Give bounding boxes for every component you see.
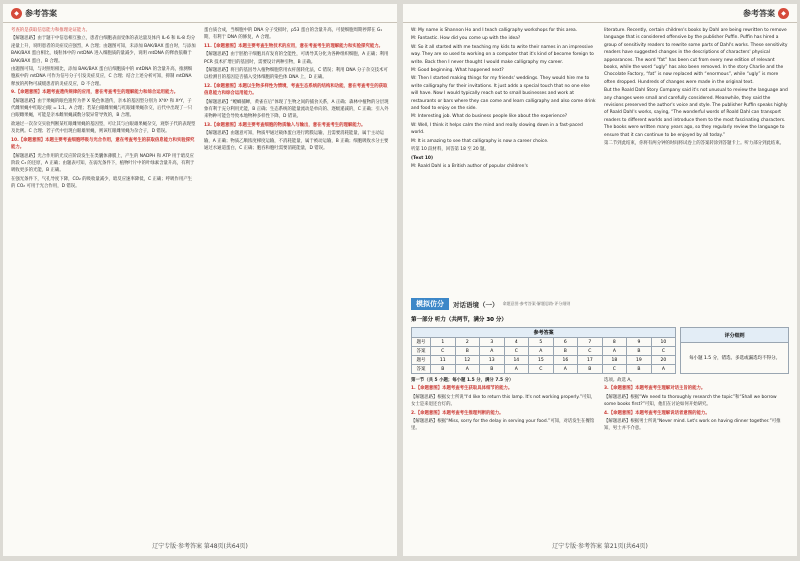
transcript-line: M: It is amazing to see that calligraphy is now a career choice. (411, 138, 549, 144)
question-number-cell: 13 (480, 356, 505, 365)
right-col-1 (411, 27, 596, 295)
question-number-cell: 3 (480, 338, 505, 347)
question-number-cell: 6 (553, 338, 578, 347)
paragraph: 【解题思路】由于题干中信息相互独立，患者白细胞表面受体的表达量及体内 IL-6 和 IL-8 均分泌量上升，说明患者的炎症反应强烈，A 合理；由题图可知，未添加 BAK/BAX 蛋白时，与添加 BAK/BAX 蛋白相比，线粒体中的 mtDNA 进入细胞质的量减少，说明 mtDNA 的释放依赖于 BAK/BAX 蛋白，B 合理。 (11, 36, 196, 64)
question-number-cell: 19 (627, 356, 652, 365)
answer-cell: A (504, 365, 529, 374)
transcript-line: W: Well, I think it helps calm the mind and really slowing down in a fast-paced world. (411, 122, 583, 136)
right-col-3 (411, 377, 596, 434)
right-col-2 (604, 27, 789, 295)
question-heading: 1.【命题意图】本题考查考生获取具体细节的能力。 (411, 386, 513, 392)
page-badge-icon: ◆ (778, 8, 789, 19)
right-col-4 (604, 377, 789, 434)
answer-table-title: 参考答案 (412, 328, 676, 338)
question-number-cell: 7 (578, 338, 603, 347)
question-number-cell: 5 (529, 338, 554, 347)
question-number-cell: 1 (431, 338, 456, 347)
transcript-line: M: Fantastic. How did you come up with the idea? (411, 36, 521, 42)
paragraph: 【解题思路】“螳螂捕蝉，黄雀在后”体现了生物之间的捕食关系，A 正确；森林中植物的分层现象有利于充分利用光能，B 正确；生态系统的能量流动是单向的、逐级递减的，C 正确；引入外来物种可能会导致本地物种多样性下降，D 错误。 (204, 99, 389, 120)
left-col-2 (204, 27, 389, 537)
answer-cell: C (431, 347, 456, 356)
question-number-cell: 15 (529, 356, 554, 365)
question-heading: 10.【命题意图】本题主要考查细胞呼吸与光合作用，意在考查考生的获取信息能力和实验探究能力。 (11, 137, 195, 151)
answer-cell: C (602, 365, 627, 374)
question-number-cell: 8 (602, 338, 627, 347)
paragraph: 由题图可知，与对照组相比，添加 BAK/BAX 蛋白后细胞质中的 mtDNA 的含量升高，推测细胞质中的 mtDNA 可作为信号分子引发炎症反应，C 合理；结合上述分析可知，抑制 mtDNA 释放的药物可减缓患者的炎症反应，D 不合理。 (11, 67, 193, 87)
banner-subtitle: 命题意图·参考答案·解题思路·评分细则 (502, 301, 571, 306)
text-label: (Text 10) (411, 155, 433, 161)
question-heading: 3.【命题意图】本题考查考生理解对话主旨的能力。 (604, 386, 706, 392)
header-logo (11, 8, 57, 19)
paragraph: 【解题思路】将目的基因导入植物细胞常用农杆菌转化法，C 错误；利用 DNA 分子杂交技术可以检测目的基因是否插入受体细胞的染色体 DNA 上，D 正确。 (204, 68, 388, 81)
row-label: 答案 (412, 365, 431, 374)
question-number-cell: 17 (578, 356, 603, 365)
answer-cell: A (529, 347, 554, 356)
answer-cell: C (529, 365, 554, 374)
subsection-title: 第一节（共 5 小题；每小题 1.5 分，满分 7.5 分） (411, 378, 514, 383)
paragraph: 在强光条件下，气孔导度下降，CO₂ 的吸收量减少，暗反应速率降低，C 正确；呼吸作用产生的 CO₂ 可用于光合作用，D 错误。 (11, 176, 192, 190)
left-page-header (3, 4, 397, 23)
left-page (3, 4, 397, 556)
paragraph: 【解题思路】由题意可知，物质甲通过载体蛋白进行跨膜运输，且需要消耗能量，属于主动运输，A 正确；物质乙顺浓度梯度运输，不消耗能量，属于被动运输，B 正确；细胞吸收水分主要通过水通道蛋白，C 正确；胞吞和胞吐需要消耗能量，D 错误。 (204, 131, 389, 152)
transcript-line: 第二节到此结束，你将有两分钟的时间将试卷上的答案转涂到答题卡上。听力部分到此结束。 (604, 141, 785, 147)
question-number-cell: 20 (651, 356, 676, 365)
page-badge-icon: ◆ (11, 8, 22, 19)
row-label: 题号 (412, 356, 431, 365)
answer-cell: A (455, 365, 480, 374)
paragraph: 【解题思路】由于果蝇的眼色遗传为伴 X 染色体遗传，亲本的基因型分别为 XᴬXᵃ 和 XᵃY，子代雌果蝇中红眼∶白眼 = 1∶1。A 合理；若某白眼雌果蝇与红眼雄果蝇杂交，后代中出现了一只白眼雌果蝇，可能是亲本雌果蝇减数分裂异常导致的，B 合理。 (11, 98, 193, 119)
paragraph: 【解题思路】根据“Miss, sorry for the delay in serving your food.”可知，对话发生在餐馆里。 (411, 419, 595, 432)
section-banner (411, 298, 789, 310)
answer-cell: A (480, 347, 505, 356)
answer-cell: B (627, 365, 652, 374)
question-heading: 12.【命题意图】本题以生物多样性为情境，考查生态系统的结构和功能，意在考查考生的获取信息能力和综合运用能力。 (204, 83, 388, 97)
transcript-line: M: Good beginning. What happened next? (411, 68, 504, 74)
question-heading: 4.【命题意图】本题考查考生理解说话者意图的能力。 (604, 410, 710, 416)
transcript-line: But the Roald Dahl Story Company said it's not unusual to review the language and any changes were small and carefully considered. Meanwhile, they said the revisions preserved the author's voice and style. The publisher Puffin speaks highly of Roald Dahl's works, saying, “The wonderful words of Roald Dahl can transport readers to different worlds and introduce them to the most fascinating characters. The books were written many years ago, so they regularly review the language to ensure that it can continue to be enjoyed by all today.” (604, 88, 788, 138)
question-number-cell: 11 (431, 356, 456, 365)
score-rule: 每小题 1.5 分，错选、多选或漏选均不得分。 (681, 343, 789, 374)
paragraph: 【解题思路】光合作用的光反应阶段发生在类囊体薄膜上，产生的 NADPH 和 ATP 用于暗反应阶段 C₃ 的还原，A 正确；由题表可知，在弱光条件下，植物叶片中的叶绿素含量升高，有利于吸收更多的光能，B 正确。 (11, 153, 195, 174)
question-number-cell: 14 (504, 356, 529, 365)
answer-cell: B (431, 365, 456, 374)
answer-cell: C (578, 347, 603, 356)
transcript-line: literature. Recently, certain children's books by Dahl are being rewritten to remove language that is considered offensive by the publisher Puffin. Puffin has hired a group of sensitivity readers to rewrite some parts of Dahl's works. These sensitivity readers have suggested changes in the descriptions of characters' physical appearances. The word “fat” has been cut from every new edition of relevant books, while the word “ugly” has also been removed. In the story Charlie and the Chocolate Factory, “fat” is now replaced with “enormous”, while “ugly” is more often dropped. Hundreds of changes were made in the original text. (604, 28, 788, 85)
answer-cell: B (578, 365, 603, 374)
page-footer: 辽宁专版·参考答案 第48页(共64页) (152, 543, 248, 550)
answer-cell: C (651, 347, 676, 356)
score-table-title: 评分细则 (681, 328, 789, 343)
question-number-cell: 12 (455, 356, 480, 365)
question-number-cell: 9 (627, 338, 652, 347)
transcript-line: M: Roald Dahl is a British author of popular children's (411, 163, 528, 169)
answer-cell: B (455, 347, 480, 356)
question-number-cell: 4 (504, 338, 529, 347)
paragraph: 欲通过一次杂交实验判断某红眼雌果蝇的基因型，可让其与白眼雄果蝇杂交，观察子代的表现型及比例。C 合理；若子代中出现白眼雄果蝇，则该红眼雌果蝇为杂合子，D 错误。 (11, 121, 196, 135)
right-page-header (403, 4, 797, 23)
question-number-cell: 16 (553, 356, 578, 365)
score-table (680, 327, 789, 374)
answer-cell: B (480, 365, 505, 374)
paragraph: 蛋白质合成，当细胞中的 DNA 分子受损时，p53 蛋白的含量升高，可使细胞周期停滞在 G₁ 期，有利于 DNA 的修复，A 合理。 (204, 28, 383, 41)
answer-cell: A (651, 365, 676, 374)
transcript-line: 听第 10 段材料，回答第 18 至 20 题。 (411, 147, 489, 153)
paragraph: 【解题思路】根据女士所说“I'd like to return this lamp. It's not working properly.”可知，女士是来退还台灯的。 (411, 394, 596, 408)
answer-cell: C (504, 347, 529, 356)
paragraph: 选项。故选 A。 (604, 378, 635, 383)
answer-cell: B (627, 347, 652, 356)
answer-table (411, 327, 676, 374)
paragraph: 【解题思路】根据男士所说“Never mind. Let's work on having dinner together.”可推知，男士并不介意。 (604, 419, 781, 432)
question-number-cell: 2 (455, 338, 480, 347)
paragraph: 【解题思路】由于胚胎干细胞具有发育的全能性，可诱导其分化为各种组织细胞，A 正确；利用 PCR 技术扩增目的基因时，需要设计两种引物，B 正确。 (204, 52, 389, 65)
left-col-1 (11, 27, 196, 537)
question-heading: 2.【命题意图】本题考查考生推理判断的能力。 (411, 410, 504, 416)
question-heading: 9.【命题意图】本题考查遗传规律的应用，意在考查考生的理解能力和综合运用能力。 (11, 90, 179, 96)
row-label: 题号 (412, 338, 431, 347)
right-page (403, 4, 797, 556)
header-title: 参考答案 (743, 8, 775, 18)
row-label: 答案 (412, 347, 431, 356)
question-number-cell: 10 (651, 338, 676, 347)
answer-cell: A (553, 365, 578, 374)
page-footer: 辽宁专版·参考答案 第21页(共64页) (552, 543, 648, 550)
paragraph: 考查的是获取信息能力和推理论证能力。 (11, 28, 91, 33)
transcript-line: W: So it all started with me teaching my kids to write their names in an impressive way. They are so used to working on a computer that it's kind of become foreign to write. Back then I never thought I would make calligraphy my career. (411, 44, 594, 65)
section-title: 第一部分 听力（共两节，满分 30 分） (411, 317, 507, 323)
answer-cell: A (602, 347, 627, 356)
header-logo (743, 8, 789, 19)
transcript-line: W: My name is Shannon Ho and I teach calligraphy workshops for this area. (411, 28, 578, 33)
answer-cell: B (553, 347, 578, 356)
question-number-cell: 18 (602, 356, 627, 365)
banner-title: 对话语境（一） (453, 300, 499, 309)
transcript-line: W: Then I started making things for my friends' weddings. They would hire me to write calligraphy for their invitations. It just adds a special touch that no one else will have. Now I would typically reach out to small businesses and work at restaurants or bars where they can come and learn calligraphy and also come drink and food to enjoy on the side. (411, 76, 596, 112)
paragraph: 【解题思路】根据“We need to thoroughly research the topic”和“Shall we borrow some books first?”可知，他们在讨论如何开始研究。 (604, 394, 777, 408)
banner-box: 模拟仿分 (411, 298, 449, 310)
question-heading: 11.【命题意图】本题主要考查生物技术的应用，意在考查考生的理解能力和实验探究能力。 (204, 43, 384, 49)
header-title: 参考答案 (25, 8, 57, 18)
transcript-line: M: Interesting job. What do business people like about the experience? (411, 114, 568, 120)
question-heading: 13.【命题意图】本题主要考查细胞的物质输入与输出，意在考查考生的理解能力。 (204, 122, 366, 128)
